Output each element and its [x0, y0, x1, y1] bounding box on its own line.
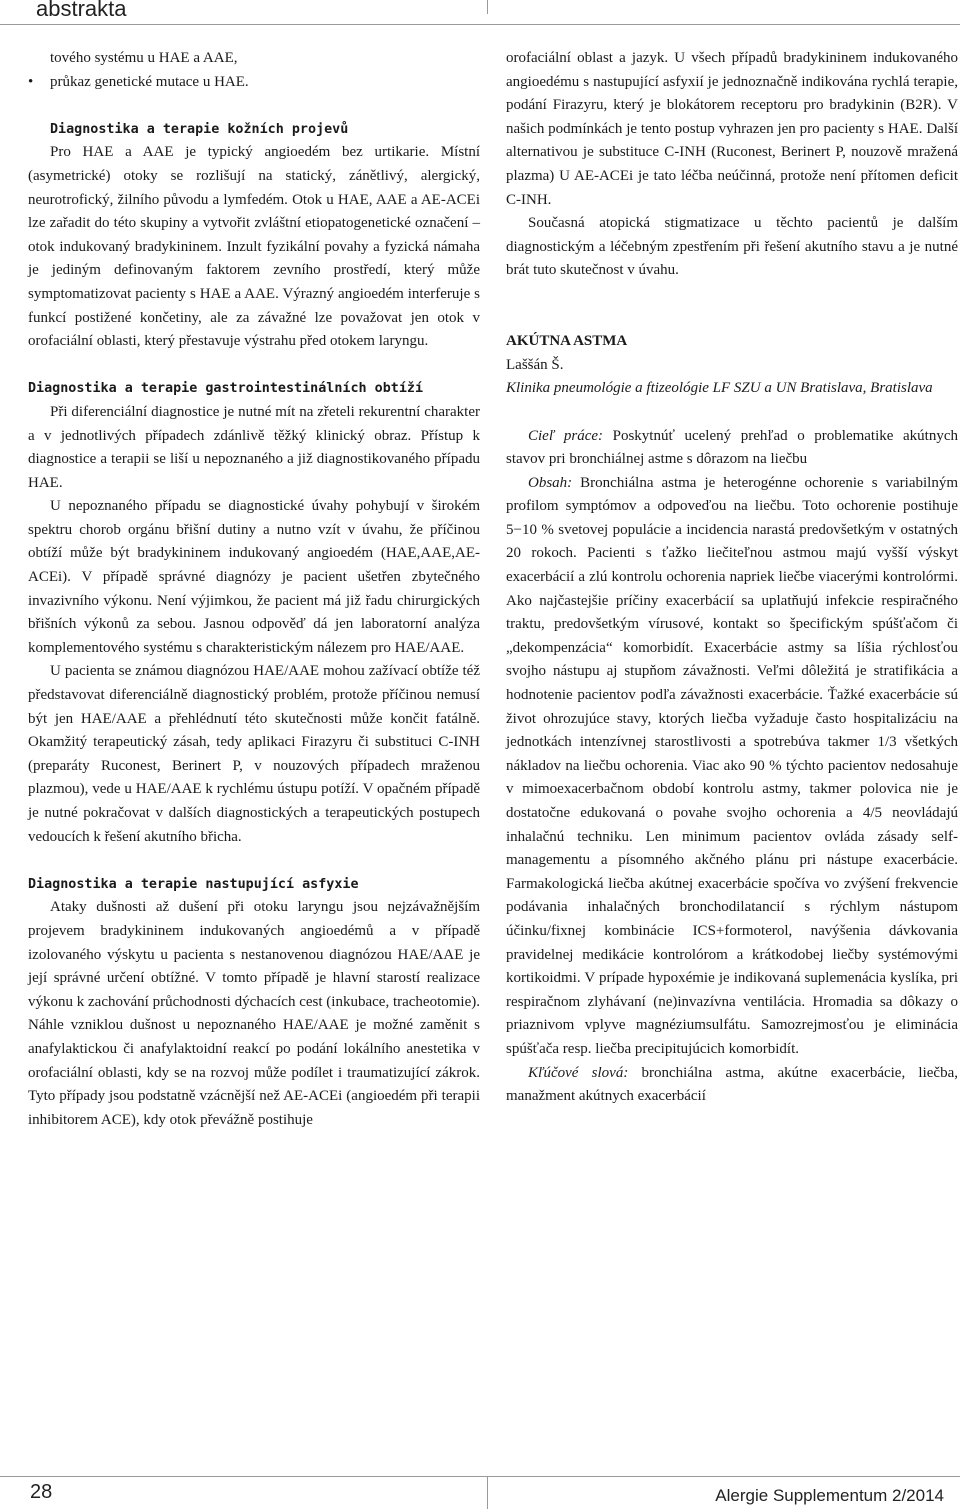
spacer	[28, 94, 480, 118]
paragraph: U nepoznaného případu se diagnostické úvahy pohybují v širokém spektru chorob orgánu břišní dutiny a nutno vzít v úvahu, že příčinou obtíží může být bradykininem indukovaný angioedém (HAE,AAE,AE-ACEi). V případě správné diagnózy je pacient ušetřen zbytečného invazivního výkonu. Není výjimkou, že pacient má již řadu chirurgických břišních výkonů za sebou. Jasnou odpověď dá jen laboratorní analýza komplementového systému s charakteristickým nálezem pro HAE/AAE.	[28, 498, 480, 656]
keywords-label: Kľúčové slová:	[528, 1064, 629, 1081]
page-header	[0, 0, 960, 26]
section-title: abstrakta	[36, 0, 127, 21]
bullet-item: • průkaz genetické mutace u HAE.	[28, 71, 480, 95]
content-paragraph	[506, 472, 958, 1062]
left-column	[28, 47, 480, 1132]
paragraph: Ataky dušnosti až dušení při otoku laryngu jsou nejzávažnějším projevem bradykininem indukovaných angioedémů a v případě izolovaného výskytu u pacienta s nestanovenou diagnózou HAE/AAE je její správné určení obtížné. V tomto případě je hlavní starostí realizace výkonu k zachování průchodnosti dýchacích cest (inkubace, tracheotomie). Náhle vzniklou dušnost u nepoznaného HAE/AAE je možné zaměnit s anafylaktickou či anafylaktoidní reakcí po podání lokálního anestetika v orofaciální oblasti, kdy se na rozvoj může podílet i traumatizující zákrok. Tyto případy jsou podstatně vzácnější než AE-ACEi (angioedém při terapii inhibitorem ACE), kdy otok převážně postihuje	[28, 899, 480, 1128]
subheading-gastro: Diagnostika a terapie gastrointestinálních obtíží	[28, 381, 424, 397]
intro-line: tového systému u HAE a AAE,	[50, 50, 238, 66]
spacer	[506, 283, 958, 307]
subheading-skin: Diagnostika a terapie kožních projevů	[50, 121, 349, 137]
keywords-paragraph	[506, 1062, 958, 1109]
spacer	[506, 401, 958, 425]
article-affiliation: Klinika pneumológie a ftizeológie LF SZU a UN Bratislava, Bratislava	[506, 380, 933, 397]
aim-label: Cieľ práce:	[528, 427, 604, 444]
spacer	[506, 307, 958, 331]
paragraph: Současná atopická stigmatizace u těchto pacientů je dalším diagnostickým a léčebným zpestřením při řešení akutního stavu a je nutné brát tuto skutečnost v úvahu.	[506, 215, 958, 279]
aim-text: Poskytnúť ucelený prehľad o problematike akútnych stavov pri bronchiálnej astme s dôrazom na liečbu	[506, 427, 959, 468]
spacer	[28, 849, 480, 873]
spacer	[28, 354, 480, 378]
page-number: 28	[30, 1481, 53, 1503]
paragraph: Pro HAE a AAE je typický angioedém bez urtikarie. Místní (asymetrické) otoky se rozlišují na statický, zánětlivý, alergický, neurotrofický, žilního původu a lymfedém. Otok u HAE, AAE a AE-ACEi lze zařadit do této skupiny a vytvořit zvláštní etiopatogenetické označení – otok indukovaný bradykininem. Inzult fyzikální povahy a fyzická námaha je jediným definovaným faktorem zevního prostředí, který může symptomatizovat pacienty s HAE a AAE. Výrazný angioedém interferuje s funkcí postižené končetiny, ale za závažné lze považovat jen otok v orofaciální oblasti, který přestavuje výstrahu před otokem laryngu.	[28, 144, 480, 350]
footer-divider	[487, 1476, 488, 1509]
header-divider	[487, 0, 488, 14]
article-author: Laššán Š.	[506, 356, 564, 373]
content-label: Obsah:	[528, 474, 573, 491]
aim-paragraph	[506, 425, 958, 472]
header-rule	[0, 24, 960, 25]
footer-rule	[0, 1476, 960, 1477]
keywords-text: bronchiálna astma, akútne exacerbácie, liečba, manažment akútnych exacerbácií	[506, 1064, 958, 1105]
content-text: Bronchiálna astma je heterogénne ochorenie s variabilným profilom symptómov a odpoveďou na liečbu. Toto ochorenie postihuje 5−10 % svetovej populácie a incidencia narastá predovšetkým v ostatných 20 rokoch. Pacienti s ťažko liečiteľnou astmou majú vyšší výskyt exacerbácií a zlú kontrolu ochorenia napriek liečbe viacerými kontrolórmi. Ako najčastejšie príčiny exacerbácií sa uplatňujú infekcie respiračného traktu, predovšetkým vírusové, kontakt so špecifickým spúšťačom či „dekompenzácia“ komorbidít. Exacerbácie astmy sa líšia rýchlosťou svojho nástupu aj stupňom závažnosti. Veľmi dôležitá je stratifikácia a hodnotenie pacientov podľa závažnosti exacerbácie. Ťažké exacerbácie sú život ohrozujúce stavy, ktorých liečba vyžaduje často hospitalizáciu na jednotkách intenzívnej starostlivosti a spotrebúva takmer 1/3 všetkých nákladov na liečbu ochorenia. Viac ako 90 % týchto pacientov nedosahuje v mimoexacerbačnom období kontrolu astmy, takmer polovica nie je dostatočne edukovaná o povahe svojho ochorenia a 4/5 neovládajú inhalačnú techniku. Len minimum pacientov ovláda zásady self-managementu a písomného akčného plánu pri nástupe exacerbácie. Farmakologická liečba akútnej exacerbácie spočíva vo zvýšení frekvencie podávania inhalačných bronchodilatancií s rýchlym nástupom účinku/fixnej kombinácie ICS+formoterol, navýšenia dávkovania pravidelnej medikácie kontrolórom a krátkodobej liečby systémovými kortikoidmi. V prípade hypoxémie je indikovaná suplemenácia kyslíka, pri respiračnom zlyhávaní (ne)invazívna ventilácia. Hromadia sa dôkazy o priaznivom vplyve magnéziumsulfátu. Samozrejmosťou je eliminácia spúšťača resp. liečba precipitujúcich komorbidít.	[506, 474, 958, 1057]
paragraph: U pacienta se známou diagnózou HAE/AAE mohou zažívací obtíže též představovat diferenciálně diagnostický problém, protože příčinou nemusí být jen HAE/AAE a přehlédnutí této skutečnosti může končit fatálně. Okamžitý terapeutický zásah, tedy aplikaci Firazyru či substituci C-INH (preparáty Ruconest, Berinert P, v nouzových případech mraženou plazmou), vede u HAE/AAE k rychlému ústupu potíží. V opačném případě je nutné pokračovat v dalších diagnostických a terapeutických postupech vedoucích k řešení akutního břicha.	[28, 663, 480, 845]
paragraph-continued: orofaciální oblast a jazyk. U všech případů bradykininem indukovaného angioedému s nastupující asfyxií je jednoznačně indikována rychlá terapie, podání Firazyru, který je blokátorem receptoru pro bradykinin (B2R). V našich podmínkách je tento postup vyhrazen jen pro pacienty s HAE. Další alternativou je substituce C-INH (Ruconest, Berinert P, nouzově mražená plazma) U AE-ACEi je tato léčba neúčinná, protože není přítomen deficit C-INH.	[506, 50, 958, 208]
paragraph: Při diferenciální diagnostice je nutné mít na zřeteli rekurentní charakter a v jednotlivých případech zdánlivě těžký klinický obraz. Přístup k diagnostice a terapii se liší u nepoznaného a již diagnostikovaného případu HAE.	[28, 403, 480, 491]
subheading-asphyxia: Diagnostika a terapie nastupující asfyxie	[28, 876, 359, 892]
journal-name: Alergie Supplementum 2/2014	[715, 1486, 944, 1505]
article-heading: AKÚTNA ASTMA	[506, 333, 628, 350]
right-column	[506, 47, 958, 1109]
